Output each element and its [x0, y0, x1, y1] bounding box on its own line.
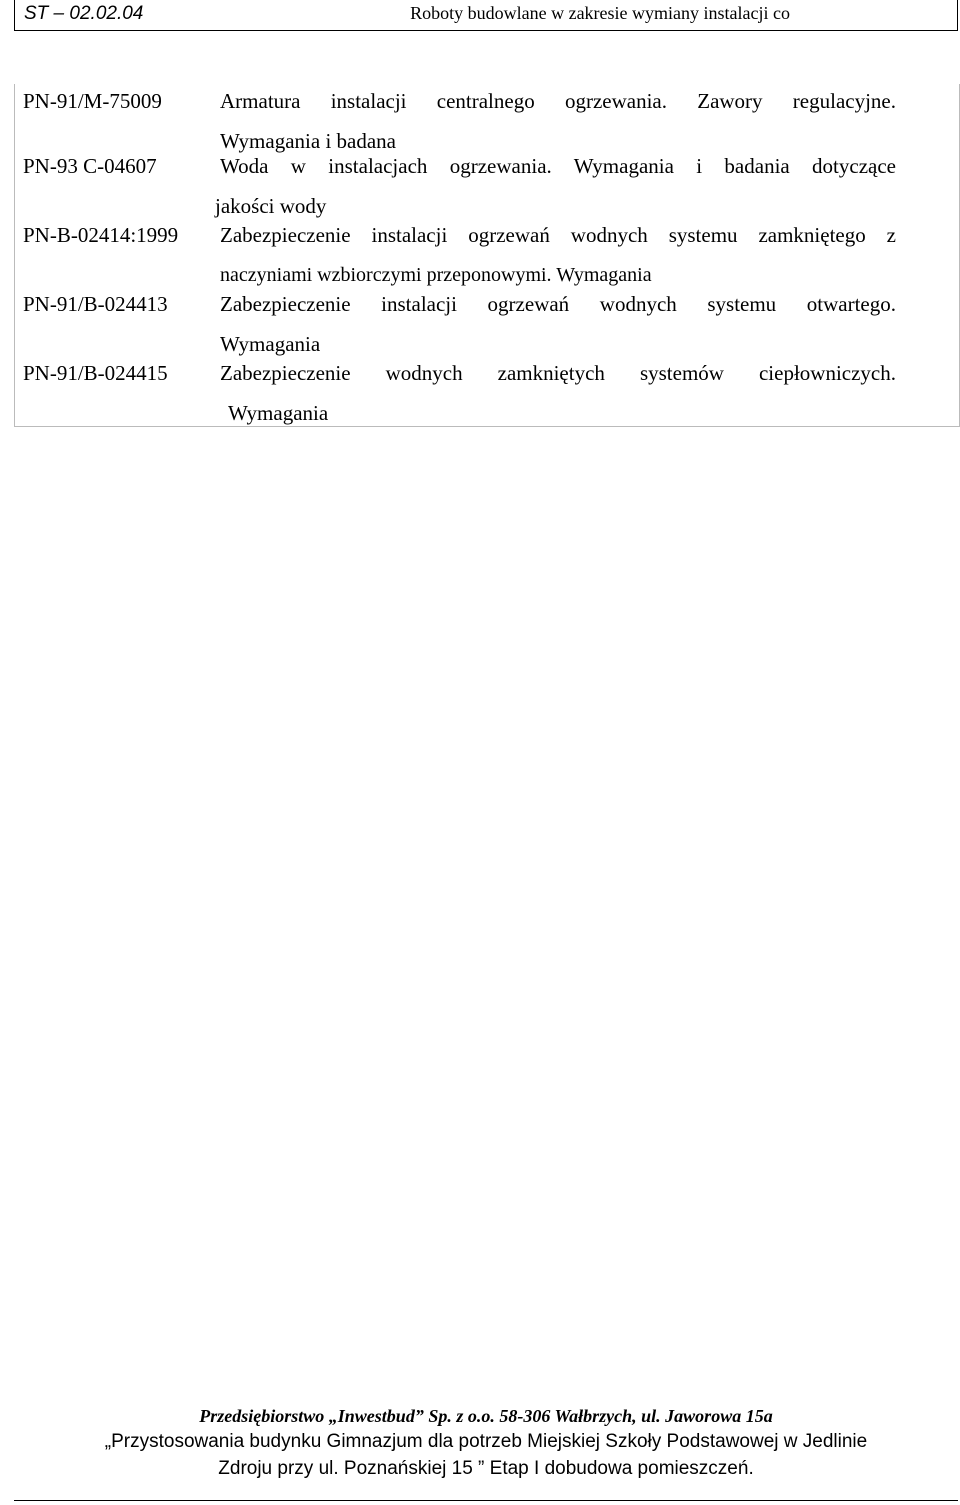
description-line: Zabezpieczenie instalacji ogrzewań wodnych systemu otwartego. [220, 292, 896, 316]
standard-description [220, 294, 896, 354]
description-line: Zabezpieczenie instalacji ogrzewań wodnych systemu zamkniętego z [220, 223, 896, 247]
project-line: Zdroju przy ul. Poznańskiej 15 ” Etap I dobudowa pomieszczeń. [218, 1458, 754, 1479]
standard-description [220, 225, 896, 285]
description-line: naczyniami wzbiorczymi przeponowymi. Wymagania [220, 264, 652, 286]
document-title: Roboty budowlane w zakresie wymiany instalacji co [410, 3, 790, 23]
project-line: „Przystosowania budynku Gimnazjum dla potrzeb Miejskiej Szkoły Podstawowej w Jedlinie [104, 1431, 868, 1452]
project-name [14, 1428, 958, 1482]
description-line: Woda w instalacjach ogrzewania. Wymagania i badania dotyczące [220, 154, 896, 178]
standard-code: PN-B-02414:1999 [23, 223, 179, 247]
page-footer [14, 1400, 958, 1501]
standards-table [14, 84, 960, 427]
standard-code: PN-91/B-024413 [23, 292, 168, 316]
standard-code: PN-93 C-04607 [23, 154, 157, 178]
header-right-border [957, 0, 958, 30]
description-line: Wymagania i badana [220, 129, 396, 153]
description-line: Zabezpieczenie wodnych zamkniętych systemów ciepłowniczych. [220, 361, 896, 385]
standard-description [220, 363, 896, 423]
header-left-border [14, 0, 15, 30]
description-line: jakości wody [215, 194, 327, 218]
company-info: Przedsiębiorstwo „Inwestbud” Sp. z o.o. 58-306 Wałbrzych, ul. Jaworowa 15a [199, 1406, 773, 1426]
description-line: Wymagania [228, 401, 329, 425]
page-header [14, 0, 958, 31]
standard-code: PN-91/M-75009 [23, 89, 162, 113]
standard-code: PN-91/B-024415 [23, 361, 168, 385]
description-line: Armatura instalacji centralnego ogrzewania. Zawory regulacyjne. [220, 89, 896, 113]
standard-description [220, 91, 896, 151]
standard-description [215, 154, 896, 218]
description-line: Wymagania [220, 332, 321, 356]
spec-code: ST – 02.02.04 [24, 3, 144, 24]
